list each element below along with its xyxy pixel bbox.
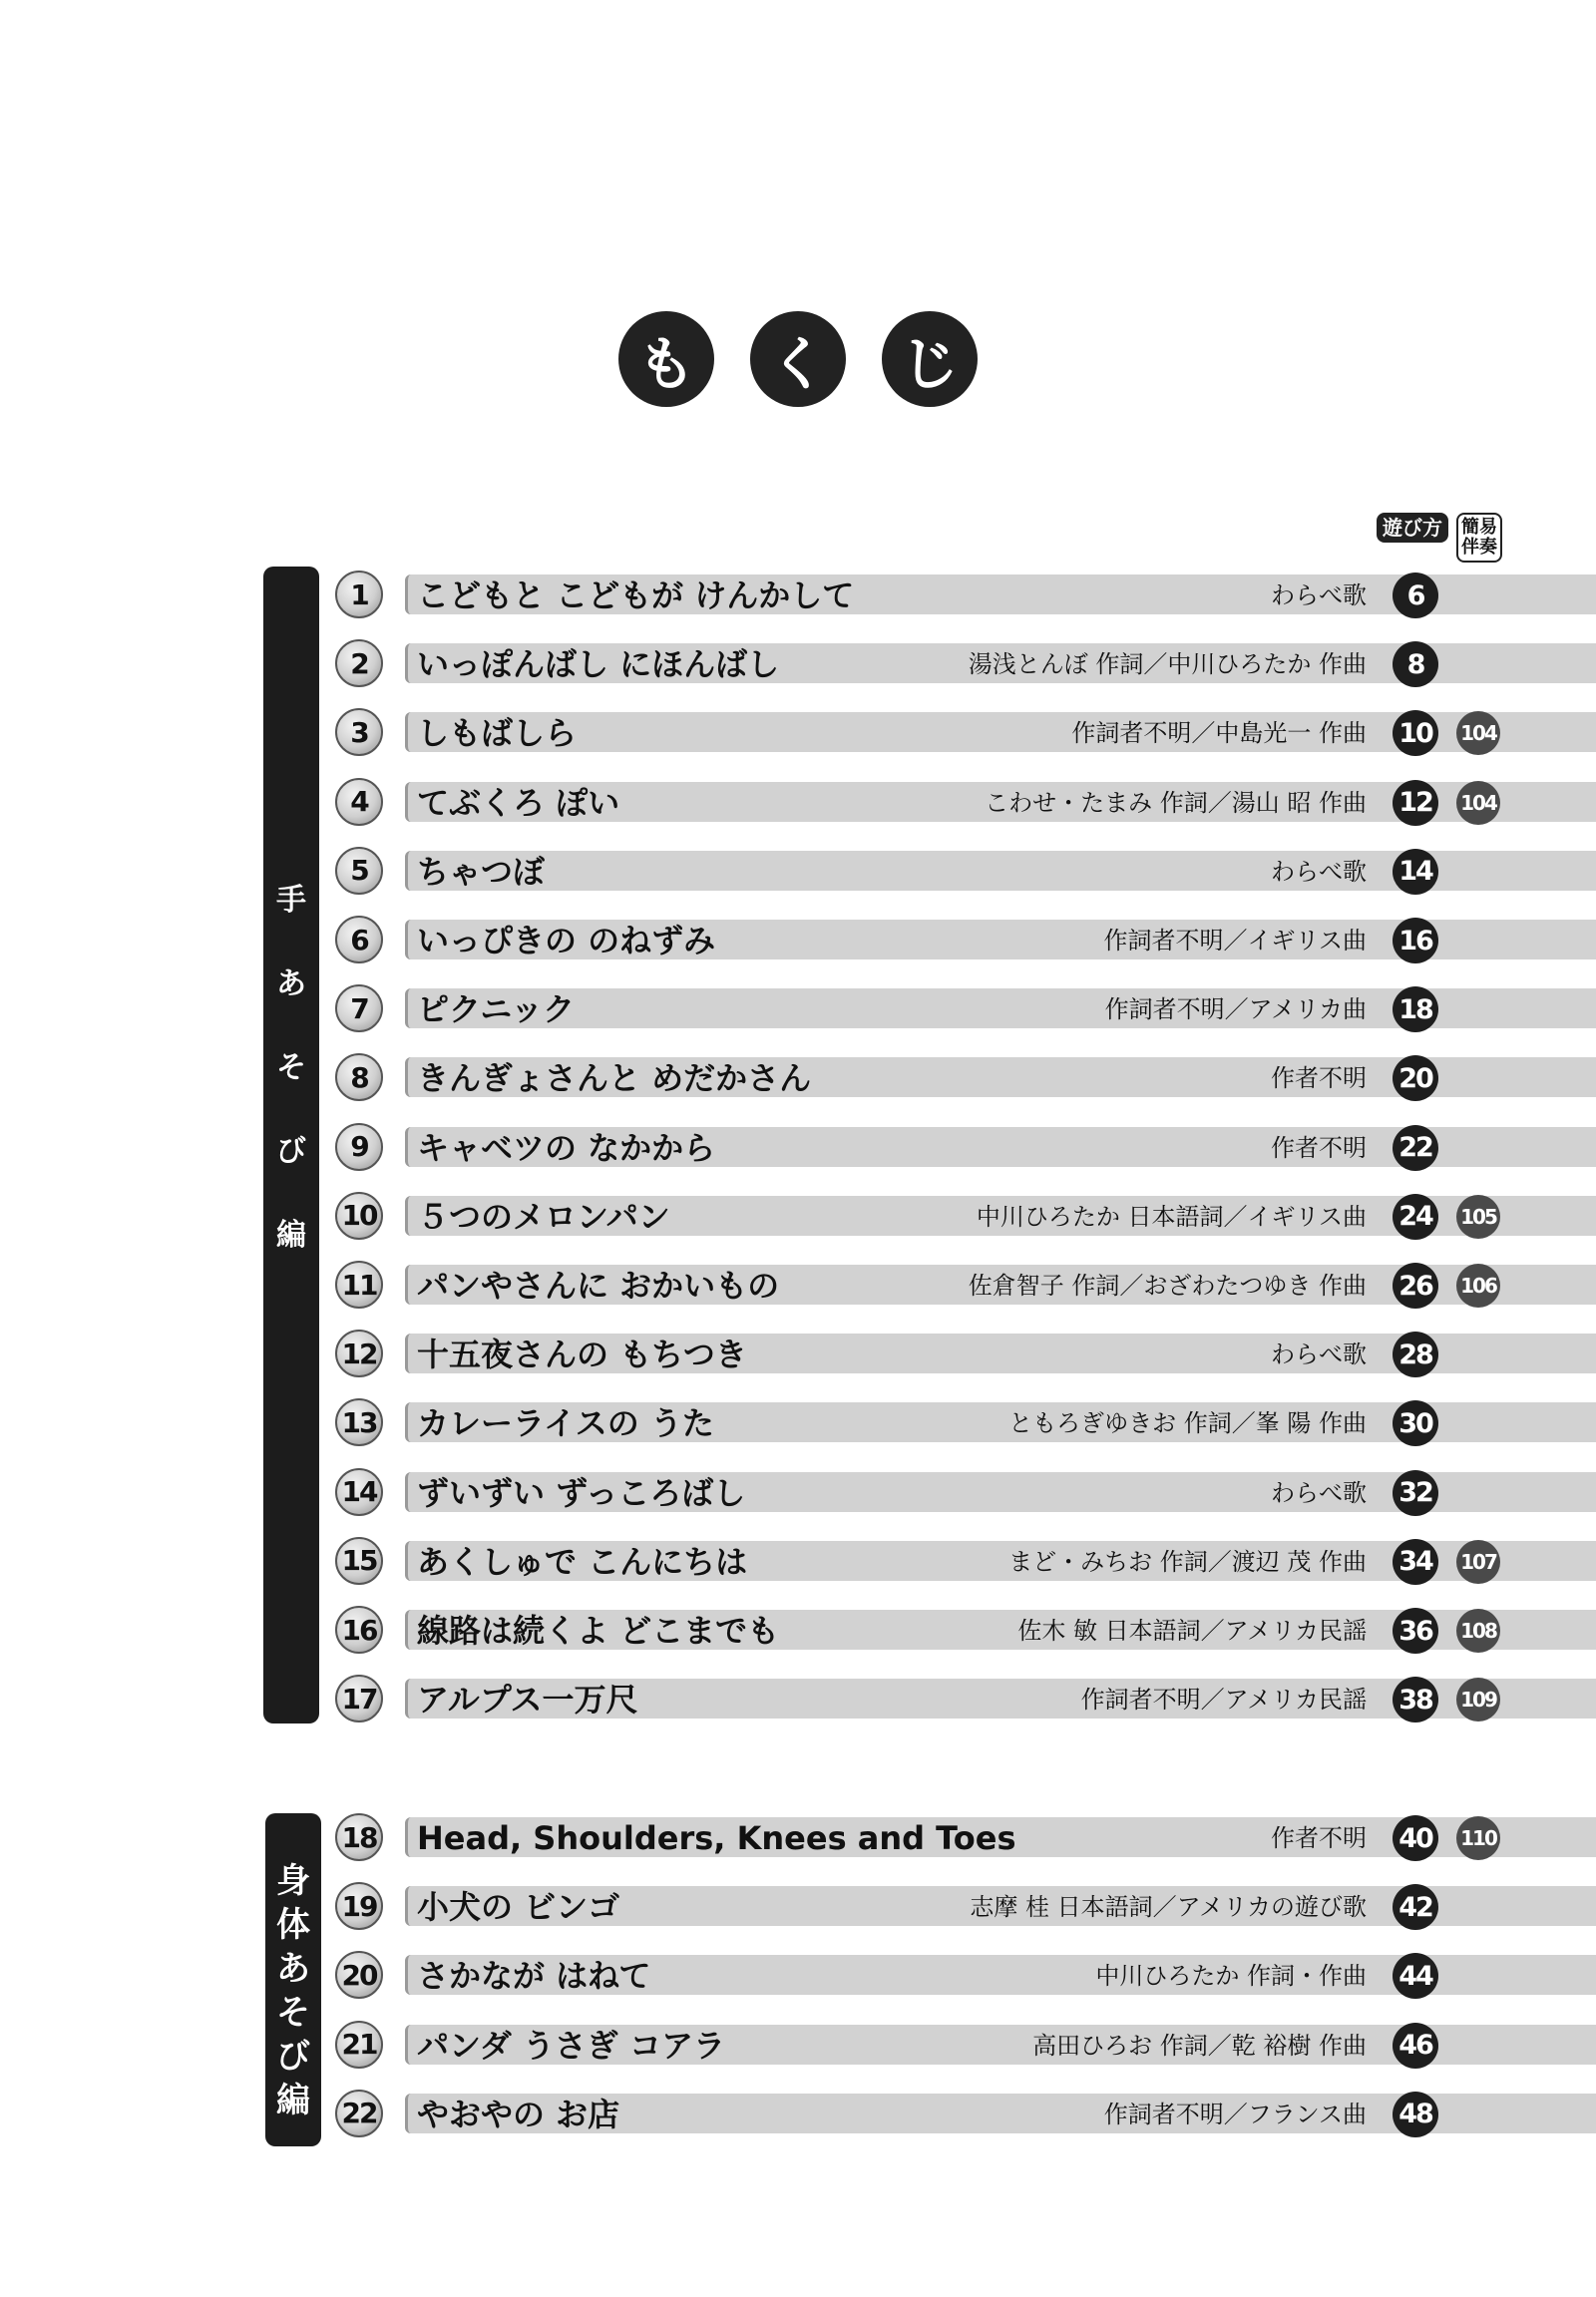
entry-title: キャベツの なかから bbox=[417, 1128, 716, 1167]
toc-entry[interactable] bbox=[335, 1326, 1532, 1381]
play-page-number[interactable]: 44 bbox=[1393, 1953, 1438, 1999]
toc-entry[interactable] bbox=[335, 1878, 1532, 1934]
entry-number-badge: 11 bbox=[335, 1261, 383, 1309]
entry-number-badge: 14 bbox=[335, 1468, 383, 1516]
entry-credit: 作詞者不明／中島光一 作曲 bbox=[1071, 719, 1367, 748]
toc-entry[interactable] bbox=[335, 774, 1532, 830]
entry-title: やおやの お店 bbox=[417, 2095, 620, 2133]
section-tab-hand-play bbox=[263, 567, 319, 1723]
entry-credit: 作詞者不明／アメリカ民謡 bbox=[1080, 1686, 1367, 1715]
entry-title: きんぎょさんと めだかさん bbox=[417, 1059, 812, 1098]
entry-title: パンやさんに おかいもの bbox=[417, 1267, 780, 1305]
accompaniment-header-line1: 簡易 bbox=[1461, 517, 1497, 538]
entry-number-badge: 18 bbox=[335, 1813, 383, 1861]
play-page-number[interactable]: 26 bbox=[1393, 1263, 1438, 1309]
toc-entry[interactable] bbox=[335, 1464, 1532, 1520]
toc-entry[interactable] bbox=[335, 2017, 1532, 2073]
play-page-number[interactable]: 18 bbox=[1393, 986, 1438, 1032]
section-label-char: 体 bbox=[276, 1905, 310, 1945]
toc-entry[interactable] bbox=[335, 2086, 1532, 2141]
entry-credit: 高田ひろお 作詞／乾 裕樹 作曲 bbox=[1032, 2031, 1367, 2060]
entry-number-badge: 8 bbox=[335, 1053, 383, 1101]
toc-entry[interactable] bbox=[335, 980, 1532, 1036]
entry-credit: わらべ歌 bbox=[1271, 1340, 1367, 1369]
toc-entry[interactable] bbox=[335, 1809, 1532, 1865]
accompaniment-page-number[interactable]: 107 bbox=[1456, 1540, 1500, 1584]
accompaniment-page-number[interactable]: 104 bbox=[1456, 711, 1500, 755]
play-page-number[interactable]: 30 bbox=[1393, 1400, 1438, 1446]
entry-number-badge: 19 bbox=[335, 1882, 383, 1930]
entry-credit: 中川ひろたか 作詞・作曲 bbox=[1095, 1962, 1367, 1991]
play-header: 遊び方 bbox=[1377, 513, 1448, 543]
entry-title: ピクニック bbox=[417, 990, 576, 1029]
entry-credit: こわせ・たまみ 作詞／湯山 昭 作曲 bbox=[985, 788, 1367, 817]
entry-number-badge: 4 bbox=[335, 778, 383, 826]
entry-title: アルプス一万尺 bbox=[417, 1681, 638, 1720]
accompaniment-page-number[interactable]: 104 bbox=[1456, 781, 1500, 825]
entry-title: ちゃつぼ bbox=[417, 852, 546, 891]
entry-credit: 作詞者不明／フランス曲 bbox=[1103, 2100, 1367, 2128]
play-page-number[interactable]: 6 bbox=[1393, 573, 1438, 618]
entry-number-badge: 21 bbox=[335, 2021, 383, 2069]
entry-number-badge: 16 bbox=[335, 1606, 383, 1654]
entry-number-badge: 2 bbox=[335, 639, 383, 687]
entry-credit: ともろぎゆきお 作詞／峯 陽 作曲 bbox=[1008, 1409, 1367, 1438]
entry-title: パンダ うさぎ コアラ bbox=[417, 2026, 726, 2065]
entry-credit: 作詞者不明／アメリカ曲 bbox=[1104, 995, 1367, 1024]
entry-credit: 作者不明 bbox=[1271, 1064, 1367, 1093]
entry-title: いっぴきの のねずみ bbox=[417, 922, 716, 959]
play-page-number[interactable]: 42 bbox=[1393, 1884, 1438, 1930]
toc-entry[interactable] bbox=[335, 1602, 1532, 1658]
entry-credit: 佐木 敏 日本語詞／アメリカ民謡 bbox=[1017, 1617, 1367, 1645]
play-page-number[interactable]: 10 bbox=[1393, 710, 1438, 756]
entry-number-badge: 15 bbox=[335, 1537, 383, 1585]
accompaniment-header-line2: 伴奏 bbox=[1461, 537, 1497, 558]
entry-title: ５つのメロンパン bbox=[417, 1197, 670, 1236]
play-page-number[interactable]: 36 bbox=[1393, 1608, 1438, 1654]
toc-entry[interactable] bbox=[335, 1049, 1532, 1105]
toc-entry[interactable] bbox=[335, 1947, 1532, 2003]
accompaniment-page-number[interactable]: 110 bbox=[1456, 1816, 1500, 1860]
entry-number-badge: 13 bbox=[335, 1398, 383, 1446]
toc-entry[interactable] bbox=[335, 1119, 1532, 1175]
entry-number-badge: 9 bbox=[335, 1123, 383, 1171]
entry-credit: 作者不明 bbox=[1271, 1824, 1367, 1852]
play-page-number[interactable]: 40 bbox=[1393, 1815, 1438, 1861]
play-page-number[interactable]: 12 bbox=[1393, 780, 1438, 826]
play-page-number[interactable]: 20 bbox=[1393, 1055, 1438, 1101]
entry-number-badge: 6 bbox=[335, 916, 383, 963]
entry-title: 小犬の ビンゴ bbox=[417, 1888, 620, 1927]
entry-credit: わらべ歌 bbox=[1271, 1478, 1367, 1507]
entry-title: ずいずい ずっころばし bbox=[417, 1473, 746, 1512]
play-page-number[interactable]: 46 bbox=[1393, 2023, 1438, 2069]
toc-entry[interactable] bbox=[335, 843, 1532, 899]
section-tab-body-play bbox=[265, 1813, 321, 2146]
title-char: じ bbox=[882, 311, 978, 407]
toc-entry[interactable] bbox=[335, 635, 1532, 691]
entry-title: しもばしら bbox=[417, 714, 578, 753]
play-page-number[interactable]: 28 bbox=[1393, 1332, 1438, 1377]
section-label-char: 編 bbox=[276, 1218, 306, 1253]
entry-number-badge: 12 bbox=[335, 1330, 383, 1377]
entry-number-badge: 22 bbox=[335, 2090, 383, 2137]
accompaniment-header bbox=[1456, 513, 1502, 563]
accompaniment-page-number[interactable]: 109 bbox=[1456, 1678, 1500, 1722]
page-title bbox=[0, 311, 1596, 407]
toc-entry[interactable] bbox=[335, 704, 1532, 760]
entry-title: こどもと こどもが けんかして bbox=[417, 576, 855, 614]
play-page-number[interactable]: 16 bbox=[1393, 918, 1438, 963]
toc-entry[interactable] bbox=[335, 1188, 1532, 1244]
title-char: く bbox=[750, 311, 846, 407]
entry-title: さかなが はねて bbox=[417, 1957, 651, 1996]
entry-number-badge: 20 bbox=[335, 1951, 383, 1999]
play-page-number[interactable]: 24 bbox=[1393, 1194, 1438, 1240]
column-headers bbox=[1377, 513, 1502, 563]
accompaniment-page-number[interactable]: 108 bbox=[1456, 1609, 1500, 1653]
entry-number-badge: 7 bbox=[335, 984, 383, 1032]
section-label-char: そ bbox=[276, 1050, 306, 1085]
entry-credit: 志摩 桂 日本語詞／アメリカの遊び歌 bbox=[970, 1893, 1367, 1922]
entry-credit: 作詞者不明／イギリス曲 bbox=[1103, 927, 1367, 955]
entry-title: いっぽんばし にほんばし bbox=[417, 645, 780, 684]
section-label-char: 身 bbox=[276, 1861, 310, 1901]
entry-credit: 湯浅とんぼ 作詞／中川ひろたか 作曲 bbox=[968, 650, 1367, 679]
title-char: も bbox=[618, 311, 714, 407]
play-page-number[interactable]: 38 bbox=[1393, 1677, 1438, 1723]
accompaniment-page-number[interactable]: 106 bbox=[1456, 1264, 1500, 1308]
entry-number-badge: 17 bbox=[335, 1675, 383, 1723]
entry-number-badge: 1 bbox=[335, 571, 383, 618]
section-label-char: あ bbox=[276, 1949, 310, 1989]
entry-title: 十五夜さんの もちつき bbox=[417, 1336, 747, 1374]
entry-title: Head, Shoulders, Knees and Toes bbox=[417, 1819, 1016, 1857]
play-page-number[interactable]: 22 bbox=[1393, 1125, 1438, 1171]
entry-title: カレーライスの うた bbox=[417, 1404, 714, 1443]
entry-credit: まど・みちお 作詞／渡辺 茂 作曲 bbox=[1008, 1547, 1367, 1576]
toc-entry[interactable] bbox=[335, 1394, 1532, 1450]
section-label-char: そ bbox=[276, 1993, 310, 2033]
section-label-char: び bbox=[276, 2037, 310, 2077]
entry-credit: わらべ歌 bbox=[1271, 581, 1367, 609]
accompaniment-page-number[interactable]: 105 bbox=[1456, 1195, 1500, 1239]
section-label-char: あ bbox=[276, 966, 306, 1001]
play-page-number[interactable]: 48 bbox=[1393, 2092, 1438, 2137]
entry-title: てぶくろ ぽい bbox=[417, 783, 620, 822]
toc-entry[interactable] bbox=[335, 1533, 1532, 1589]
section-label-char: び bbox=[276, 1134, 306, 1169]
play-page-number[interactable]: 8 bbox=[1393, 641, 1438, 687]
entry-credit: 佐倉智子 作詞／おざわたつゆき 作曲 bbox=[968, 1272, 1367, 1300]
entry-credit: わらべ歌 bbox=[1271, 857, 1367, 886]
toc-entry[interactable] bbox=[335, 1257, 1532, 1313]
entry-number-badge: 10 bbox=[335, 1192, 383, 1240]
play-page-number[interactable]: 34 bbox=[1393, 1539, 1438, 1585]
toc-entry[interactable] bbox=[335, 1671, 1532, 1726]
entry-credit: 中川ひろたか 日本語詞／イギリス曲 bbox=[976, 1202, 1367, 1231]
section-label-char: 編 bbox=[276, 2081, 310, 2120]
play-page-number[interactable]: 32 bbox=[1393, 1470, 1438, 1516]
entry-number-badge: 5 bbox=[335, 847, 383, 895]
toc-entry[interactable] bbox=[335, 912, 1532, 967]
entry-title: あくしゅで こんにちは bbox=[417, 1542, 748, 1581]
entry-credit: 作者不明 bbox=[1271, 1133, 1367, 1162]
entry-title: 線路は続くよ どこまでも bbox=[417, 1612, 780, 1650]
toc-entry[interactable] bbox=[335, 567, 1532, 622]
section-label-char: 手 bbox=[276, 883, 306, 918]
play-page-number[interactable]: 14 bbox=[1393, 849, 1438, 895]
entry-number-badge: 3 bbox=[335, 708, 383, 756]
